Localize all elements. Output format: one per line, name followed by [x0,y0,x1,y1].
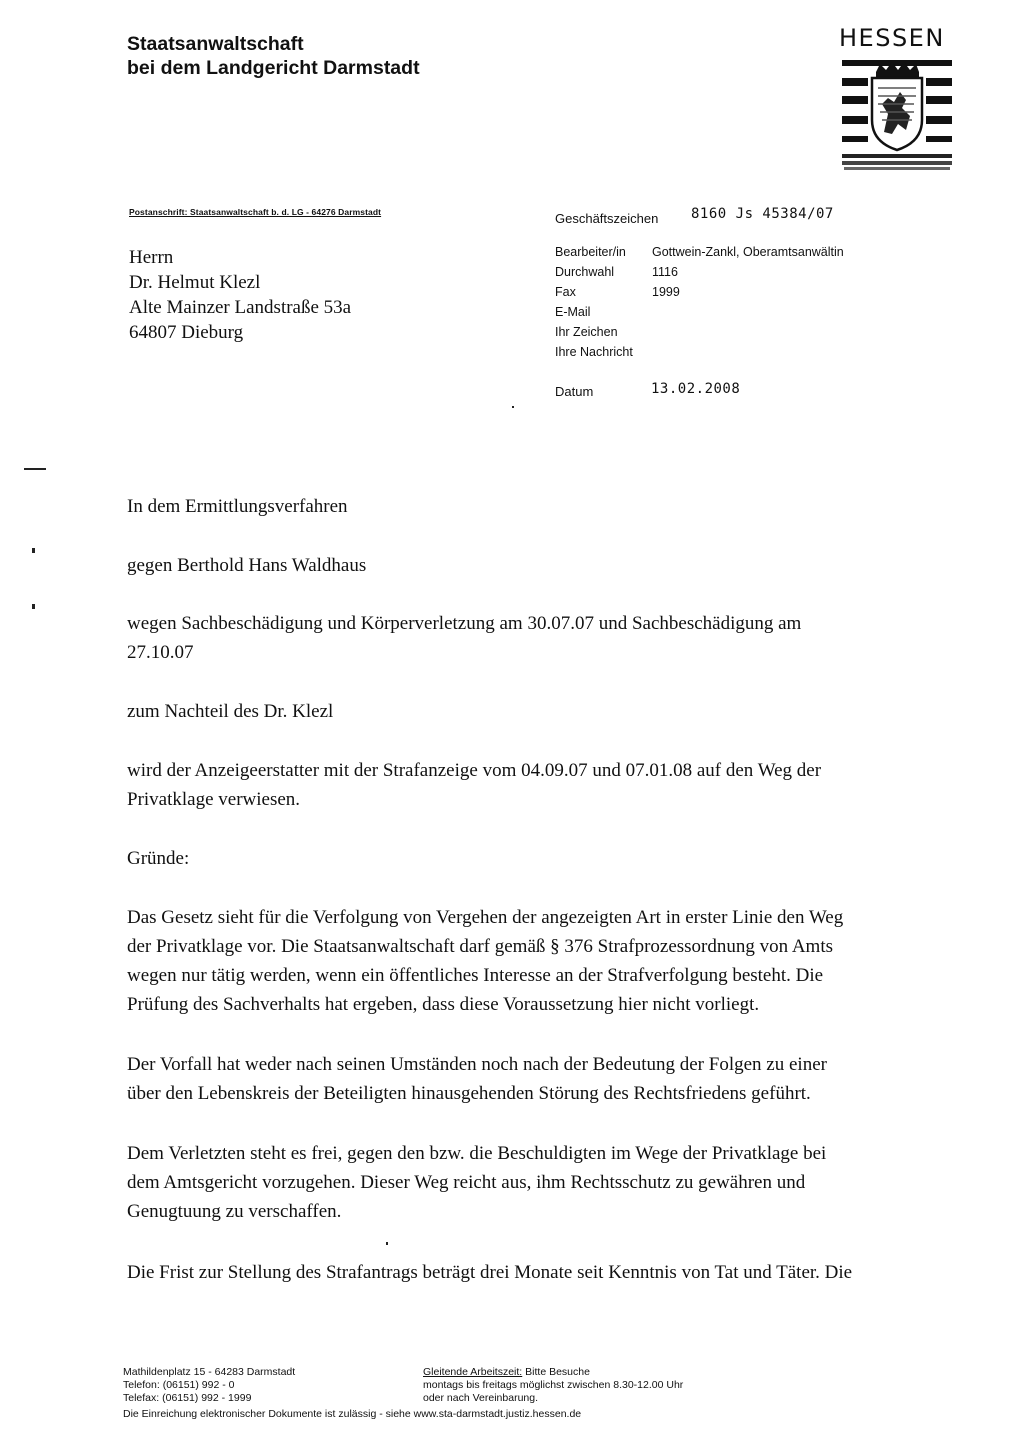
date-label: Datum [555,384,594,399]
body-line: wird der Anzeigeerstatter mit der Strafanzeige vom 04.09.07 und 07.01.08 auf den Weg der [127,760,822,781]
footer-fax: Telefax: (06151) 992 - 1999 [123,1392,252,1404]
body-paragraph-charges [127,609,947,667]
body-paragraph-decision [127,756,947,814]
body-paragraph-incident [127,1050,947,1108]
body-line: Privatklage verwiesen. [127,789,301,810]
footer-flex-time [423,1366,683,1379]
body-line: Gründe: [127,848,190,869]
footer-hours: montags bis freitags möglichst zwischen 8.30-12.00 Uhr [423,1379,684,1391]
reference-label: Bearbeiter/in [555,245,626,259]
body-line: wegen Sachbeschädigung und Körperverletzung am 30.07.07 und Sachbeschädigung am [127,613,802,634]
reference-label: Ihre Nachricht [555,345,633,359]
body-line: zum Nachteil des Dr. Klezl [127,701,334,722]
reference-value [652,322,844,342]
scan-speck [512,406,514,408]
body-line: über den Lebenskreis der Beteiligten hinausgehenden Störung des Rechtsfriedens geführt. [127,1083,811,1104]
footer-electronic-documents: Die Einreichung elektronischer Dokumente ist zulässig - siehe www.sta-darmstadt.justiz.hessen.de [123,1408,582,1420]
reference-row [555,282,844,302]
body-line: wegen nur tätig werden, wenn ein öffentliches Interesse an der Strafverfolgung besteht. Die [127,965,824,986]
file-number: 8160 Js 45384/07 [691,206,834,222]
punch-mark [32,604,35,609]
reference-row [555,242,844,262]
date-value: 13.02.2008 [651,381,741,397]
body-line: In dem Ermittlungsverfahren [127,496,348,517]
fold-mark [24,468,46,470]
authority-line-2: bei dem Landgericht Darmstadt [127,57,420,79]
scan-speck [386,1242,388,1245]
footer-office-hours [423,1366,683,1405]
reference-label: Fax [555,285,576,299]
reference-row [555,302,844,322]
reference-table [555,242,844,362]
authority-name [127,32,420,80]
reference-value [652,302,844,322]
state-name: HESSEN [839,24,945,52]
reference-value: 1116 [652,265,678,279]
reference-value: 1999 [652,285,680,299]
recipient-salutation: Herrn [129,247,174,268]
punch-mark [32,548,35,553]
footer-phone: Telefon: (06151) 992 - 0 [123,1379,235,1391]
body-paragraph-deadline [127,1258,947,1287]
footer-address: Mathildenplatz 15 - 64283 Darmstadt [123,1366,296,1378]
authority-line-1: Staatsanwaltschaft [127,33,304,55]
reference-label: E-Mail [555,305,591,319]
flex-time-text: Bitte Besuche [522,1366,590,1378]
reference-row [555,342,844,362]
body-line: Das Gesetz sieht für die Verfolgung von Vergehen der angezeigten Art in erster Linie den Weg [127,907,844,928]
body-paragraph-proceedings [127,492,947,521]
body-paragraph-law [127,903,947,1019]
body-line: dem Amtsgericht vorzugehen. Dieser Weg reicht aus, ihm Rechtsschutz zu gewähren und [127,1172,806,1193]
body-paragraph-victim [127,697,947,726]
body-line: Dem Verletzten steht es frei, gegen den bzw. die Beschuldigten im Wege der Privatklage bei [127,1143,827,1164]
reference-value: Gottwein-Zankl, Oberamtsanwältin [652,245,844,259]
reference-row [555,322,844,342]
reasons-heading [127,844,947,873]
body-line: gegen Berthold Hans Waldhaus [127,555,367,576]
reference-row [555,262,844,282]
recipient-address [129,245,351,345]
recipient-street: Alte Mainzer Landstraße 53a [129,297,352,318]
body-line: 27.10.07 [127,642,194,663]
body-line: Prüfung des Sachverhalts hat ergeben, dass diese Voraussetzung hier nicht vorliegt. [127,994,760,1015]
footer-appointment: oder nach Vereinbarung. [423,1392,539,1404]
reference-value [652,342,844,362]
recipient-name: Dr. Helmut Klezl [129,272,261,293]
body-line: Die Frist zur Stellung des Strafantrags beträgt drei Monate seit Kenntnis von Tat und Täter. Die [127,1262,853,1283]
body-paragraph-accused [127,551,947,580]
return-address: Postanschrift: Staatsanwaltschaft b. d. LG - 64276 Darmstadt [129,207,382,217]
body-paragraph-private-action [127,1139,947,1226]
body-line: der Privatklage vor. Die Staatsanwaltschaft darf gemäß § 376 Strafprozessordnung von Amts [127,936,833,957]
body-line: Genugtuung zu verschaffen. [127,1201,342,1222]
reference-label: Ihr Zeichen [555,325,618,339]
hessen-coat-of-arms-icon [842,58,952,174]
recipient-city: 64807 Dieburg [129,322,244,343]
body-line: Der Vorfall hat weder nach seinen Umständen noch nach der Bedeutung der Folgen zu einer [127,1054,827,1075]
reference-label: Durchwahl [555,265,615,279]
footer-contact [123,1366,295,1405]
file-number-label: Geschäftszeichen [555,211,659,226]
flex-time-label: Gleitende Arbeitszeit: [423,1366,523,1378]
